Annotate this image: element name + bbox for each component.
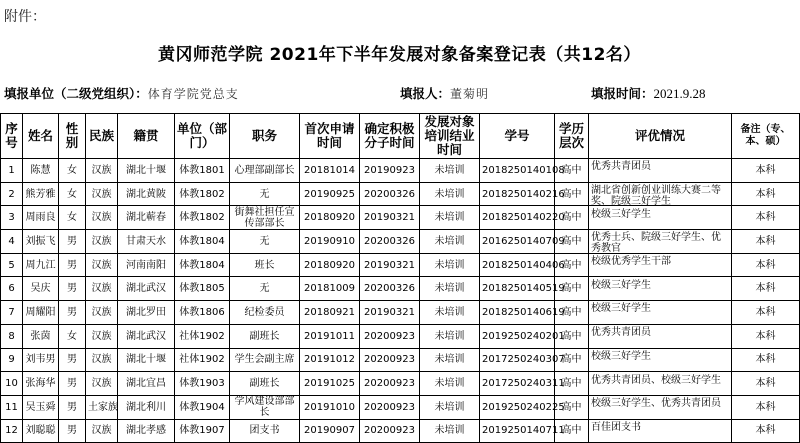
time-value: 2021.9.28 — [653, 86, 706, 101]
cell-activist: 20200923 — [360, 395, 420, 419]
cell-sid: 2018250140220 — [480, 206, 555, 230]
col-header: 职务 — [230, 114, 300, 159]
duty-text: 无 — [259, 188, 270, 200]
cell-duty — [230, 206, 300, 230]
cell-gender: 男 — [59, 253, 86, 277]
cell-edu: 高中 — [555, 206, 589, 230]
cell-apply: 20191025 — [300, 372, 360, 396]
cell-awards — [589, 348, 732, 372]
cell-apply: 20180921 — [300, 301, 360, 325]
awards-text: 校级三好学生 — [591, 350, 651, 362]
cell-edu: 高中 — [555, 301, 589, 325]
cell-remark: 本科 — [732, 159, 800, 183]
duty-text: 无 — [259, 235, 270, 247]
col-header: 首次申请时间 — [300, 114, 360, 159]
reporter-label: 填报人： — [400, 86, 451, 101]
awards-text: 优秀共青团员、校级三好学生 — [591, 374, 721, 386]
cell-training: 未培训 — [420, 324, 480, 348]
awards-text: 湖北省创新创业训练大赛二等奖、院级三好学生 — [591, 185, 721, 208]
cell-sid: 2017250240307 — [480, 348, 555, 372]
table-row — [1, 230, 800, 254]
cell-duty — [230, 159, 300, 183]
table-row — [1, 419, 800, 443]
cell-training: 未培训 — [420, 372, 480, 396]
cell-origin: 湖北利川 — [118, 395, 175, 419]
unit-value: 体育学院党总支 — [147, 87, 239, 101]
col-header: 备注（专、本、硕） — [732, 114, 800, 159]
cell-remark: 本科 — [732, 395, 800, 419]
col-header: 学历层次 — [555, 114, 589, 159]
cell-training: 未培训 — [420, 301, 480, 325]
cell-apply: 20190910 — [300, 230, 360, 254]
cell-no: 11 — [1, 395, 23, 419]
cell-training: 未培训 — [420, 182, 480, 206]
cell-name: 张茵 — [23, 324, 59, 348]
table-row — [1, 182, 800, 206]
cell-ethnic: 汉族 — [86, 324, 118, 348]
cell-no: 12 — [1, 419, 23, 443]
cell-remark: 本科 — [732, 301, 800, 325]
cell-unit: 体教1806 — [175, 301, 230, 325]
cell-sid: 2018250140406 — [480, 253, 555, 277]
cell-training: 未培训 — [420, 159, 480, 183]
cell-edu: 高中 — [555, 348, 589, 372]
cell-name: 吴庆 — [23, 277, 59, 301]
duty-text: 心理部副部长 — [234, 164, 295, 176]
col-header: 籍贯 — [118, 114, 175, 159]
cell-ethnic: 汉族 — [86, 301, 118, 325]
cell-sid: 2019250240225 — [480, 395, 555, 419]
duty-text: 团支书 — [249, 425, 280, 437]
cell-gender: 女 — [59, 206, 86, 230]
cell-awards — [589, 324, 732, 348]
cell-activist: 20200326 — [360, 277, 420, 301]
cell-remark: 本科 — [732, 230, 800, 254]
cell-ethnic: 汉族 — [86, 182, 118, 206]
cell-unit: 体教1907 — [175, 419, 230, 443]
cell-unit: 体教1801 — [175, 159, 230, 183]
cell-gender: 男 — [59, 348, 86, 372]
col-header: 确定积极分子时间 — [360, 114, 420, 159]
cell-ethnic: 汉族 — [86, 253, 118, 277]
cell-no: 3 — [1, 206, 23, 230]
cell-awards — [589, 277, 732, 301]
cell-edu: 高中 — [555, 372, 589, 396]
cell-origin: 湖北宜昌 — [118, 372, 175, 396]
cell-duty — [230, 324, 300, 348]
cell-activist: 20200923 — [360, 348, 420, 372]
cell-sid: 2018250140108 — [480, 159, 555, 183]
cell-edu: 高中 — [555, 253, 589, 277]
col-header: 性别 — [59, 114, 86, 159]
cell-name: 刘振飞 — [23, 230, 59, 254]
cell-sid: 2018250140519 — [480, 277, 555, 301]
cell-remark: 本科 — [732, 206, 800, 230]
cell-training: 未培训 — [420, 277, 480, 301]
awards-text: 校级三好学生、优秀共青团员 — [591, 398, 721, 410]
attachment-label: 附件： — [4, 9, 46, 25]
cell-remark: 本科 — [732, 419, 800, 443]
cell-remark: 本科 — [732, 348, 800, 372]
cell-name: 周耀阳 — [23, 301, 59, 325]
duty-text: 学风建设部部长 — [234, 396, 295, 419]
cell-sid: 2016250140709 — [480, 230, 555, 254]
cell-name: 陈慧 — [23, 159, 59, 183]
table-row — [1, 348, 800, 372]
cell-duty — [230, 182, 300, 206]
cell-activist: 20190321 — [360, 253, 420, 277]
cell-edu: 高中 — [555, 419, 589, 443]
cell-unit: 社体1902 — [175, 324, 230, 348]
cell-unit: 体教1904 — [175, 395, 230, 419]
cell-gender: 男 — [59, 301, 86, 325]
duty-text: 副班长 — [249, 330, 280, 342]
cell-ethnic: 汉族 — [86, 348, 118, 372]
cell-no: 6 — [1, 277, 23, 301]
time-line — [591, 84, 706, 102]
cell-gender: 男 — [59, 277, 86, 301]
cell-origin: 湖北蕲春 — [118, 206, 175, 230]
cell-unit: 体教1804 — [175, 253, 230, 277]
cell-training: 未培训 — [420, 206, 480, 230]
cell-ethnic: 汉族 — [86, 206, 118, 230]
cell-awards — [589, 395, 732, 419]
unit-label: 填报单位（二级党组织）： — [4, 86, 148, 101]
cell-awards — [589, 253, 732, 277]
cell-no: 7 — [1, 301, 23, 325]
cell-remark: 本科 — [732, 182, 800, 206]
cell-unit: 体教1802 — [175, 206, 230, 230]
cell-no: 4 — [1, 230, 23, 254]
cell-activist: 20200923 — [360, 324, 420, 348]
table-row — [1, 253, 800, 277]
cell-awards — [589, 419, 732, 443]
cell-remark: 本科 — [732, 277, 800, 301]
cell-awards — [589, 372, 732, 396]
cell-edu: 高中 — [555, 159, 589, 183]
cell-awards — [589, 159, 732, 183]
cell-no: 2 — [1, 182, 23, 206]
cell-no: 9 — [1, 348, 23, 372]
cell-awards — [589, 230, 732, 254]
cell-origin: 湖北黄陂 — [118, 182, 175, 206]
cell-name: 周九江 — [23, 253, 59, 277]
table-row — [1, 159, 800, 183]
cell-ethnic: 汉族 — [86, 159, 118, 183]
cell-apply: 20181009 — [300, 277, 360, 301]
cell-apply: 20190925 — [300, 182, 360, 206]
cell-edu: 高中 — [555, 182, 589, 206]
cell-gender: 男 — [59, 230, 86, 254]
cell-name: 刘聪聪 — [23, 419, 59, 443]
cell-name: 熊芳雅 — [23, 182, 59, 206]
cell-activist: 20190923 — [360, 159, 420, 183]
table-row — [1, 206, 800, 230]
cell-ethnic: 土家族 — [86, 395, 118, 419]
table-header-row — [1, 114, 800, 159]
cell-duty — [230, 277, 300, 301]
cell-origin: 河南南阳 — [118, 253, 175, 277]
cell-no: 5 — [1, 253, 23, 277]
cell-origin: 湖北武汉 — [118, 324, 175, 348]
awards-text: 优秀共青团员 — [591, 161, 651, 173]
col-header: 单位（部门） — [175, 114, 230, 159]
cell-training: 未培训 — [420, 395, 480, 419]
awards-text: 优秀共青团员 — [591, 327, 651, 339]
cell-sid: 2019250140711 — [480, 419, 555, 443]
cell-training: 未培训 — [420, 348, 480, 372]
cell-activist: 20200326 — [360, 182, 420, 206]
table-row — [1, 395, 800, 419]
cell-unit: 体教1804 — [175, 230, 230, 254]
cell-gender: 男 — [59, 419, 86, 443]
cell-duty — [230, 372, 300, 396]
time-label: 填报时间： — [591, 86, 654, 101]
cell-no: 8 — [1, 324, 23, 348]
duty-text: 街舞社担任宣传部部长 — [234, 206, 295, 229]
unit-line — [4, 84, 239, 102]
cell-awards — [589, 301, 732, 325]
awards-text: 校级优秀学生干部 — [591, 256, 671, 268]
cell-origin: 湖北武汉 — [118, 277, 175, 301]
table-row — [1, 277, 800, 301]
cell-activist: 20190321 — [360, 301, 420, 325]
cell-edu: 高中 — [555, 395, 589, 419]
col-header: 姓名 — [23, 114, 59, 159]
awards-text: 校级三好学生 — [591, 279, 651, 291]
cell-activist: 20200923 — [360, 419, 420, 443]
cell-apply: 20180920 — [300, 206, 360, 230]
cell-name: 吴玉舜 — [23, 395, 59, 419]
col-header: 评优情况 — [589, 114, 732, 159]
awards-text: 校级三好学生 — [591, 208, 651, 220]
cell-ethnic: 汉族 — [86, 372, 118, 396]
cell-name: 张海华 — [23, 372, 59, 396]
cell-ethnic: 汉族 — [86, 419, 118, 443]
reporter-line — [400, 84, 489, 102]
cell-origin: 湖北十堰 — [118, 348, 175, 372]
duty-text: 无 — [259, 283, 270, 295]
table-row — [1, 372, 800, 396]
cell-sid: 2019250240201 — [480, 324, 555, 348]
cell-ethnic: 汉族 — [86, 230, 118, 254]
cell-gender: 女 — [59, 182, 86, 206]
awards-text: 校级三好学生 — [591, 303, 651, 315]
cell-sid: 2018250140619 — [480, 301, 555, 325]
cell-apply: 20191012 — [300, 348, 360, 372]
cell-duty — [230, 419, 300, 443]
cell-duty — [230, 230, 300, 254]
table-body — [1, 159, 800, 443]
duty-text: 班长 — [254, 259, 275, 271]
cell-apply: 20190907 — [300, 419, 360, 443]
awards-text: 百佳团支书 — [591, 421, 641, 433]
document-title: 黄冈师范学院 2021年下半年发展对象备案登记表（共12名） — [158, 45, 641, 65]
cell-gender: 女 — [59, 159, 86, 183]
cell-gender: 男 — [59, 395, 86, 419]
cell-origin: 湖北孝感 — [118, 419, 175, 443]
cell-gender: 女 — [59, 324, 86, 348]
cell-remark: 本科 — [732, 372, 800, 396]
reporter-value: 董菊明 — [450, 87, 490, 101]
cell-apply: 20181014 — [300, 159, 360, 183]
col-header: 序号 — [1, 114, 23, 159]
cell-duty — [230, 348, 300, 372]
cell-origin: 湖北十堰 — [118, 159, 175, 183]
cell-activist: 20200326 — [360, 230, 420, 254]
cell-awards — [589, 182, 732, 206]
registration-table — [0, 113, 800, 443]
cell-apply: 20180920 — [300, 253, 360, 277]
cell-apply: 20191010 — [300, 395, 360, 419]
duty-text: 纪检委员 — [244, 306, 285, 318]
cell-edu: 高中 — [555, 277, 589, 301]
cell-unit: 体教1903 — [175, 372, 230, 396]
cell-unit: 体教1802 — [175, 182, 230, 206]
cell-edu: 高中 — [555, 324, 589, 348]
cell-name: 周雨良 — [23, 206, 59, 230]
cell-gender: 男 — [59, 372, 86, 396]
cell-duty — [230, 253, 300, 277]
col-header: 学号 — [480, 114, 555, 159]
cell-ethnic: 汉族 — [86, 277, 118, 301]
cell-duty — [230, 301, 300, 325]
cell-name: 刘韦男 — [23, 348, 59, 372]
duty-text: 副班长 — [249, 378, 280, 390]
cell-training: 未培训 — [420, 253, 480, 277]
awards-text: 优秀士兵、院级三好学生、优秀教官 — [591, 232, 721, 255]
cell-apply: 20191011 — [300, 324, 360, 348]
cell-origin: 甘肃天水 — [118, 230, 175, 254]
col-header: 发展对象培训结业时间 — [420, 114, 480, 159]
cell-no: 10 — [1, 372, 23, 396]
cell-awards — [589, 206, 732, 230]
cell-remark: 本科 — [732, 253, 800, 277]
cell-edu: 高中 — [555, 230, 589, 254]
table-row — [1, 301, 800, 325]
cell-unit: 社体1902 — [175, 348, 230, 372]
cell-activist: 20190321 — [360, 206, 420, 230]
cell-remark: 本科 — [732, 324, 800, 348]
cell-no: 1 — [1, 159, 23, 183]
cell-unit: 体教1805 — [175, 277, 230, 301]
col-header: 民族 — [86, 114, 118, 159]
cell-sid: 2018250140216 — [480, 182, 555, 206]
cell-activist: 20200923 — [360, 372, 420, 396]
cell-duty — [230, 395, 300, 419]
duty-text: 学生会副主席 — [234, 354, 295, 366]
cell-origin: 湖北罗田 — [118, 301, 175, 325]
cell-training: 未培训 — [420, 419, 480, 443]
cell-training: 未培训 — [420, 230, 480, 254]
cell-sid: 2017250240311 — [480, 372, 555, 396]
table-row — [1, 324, 800, 348]
